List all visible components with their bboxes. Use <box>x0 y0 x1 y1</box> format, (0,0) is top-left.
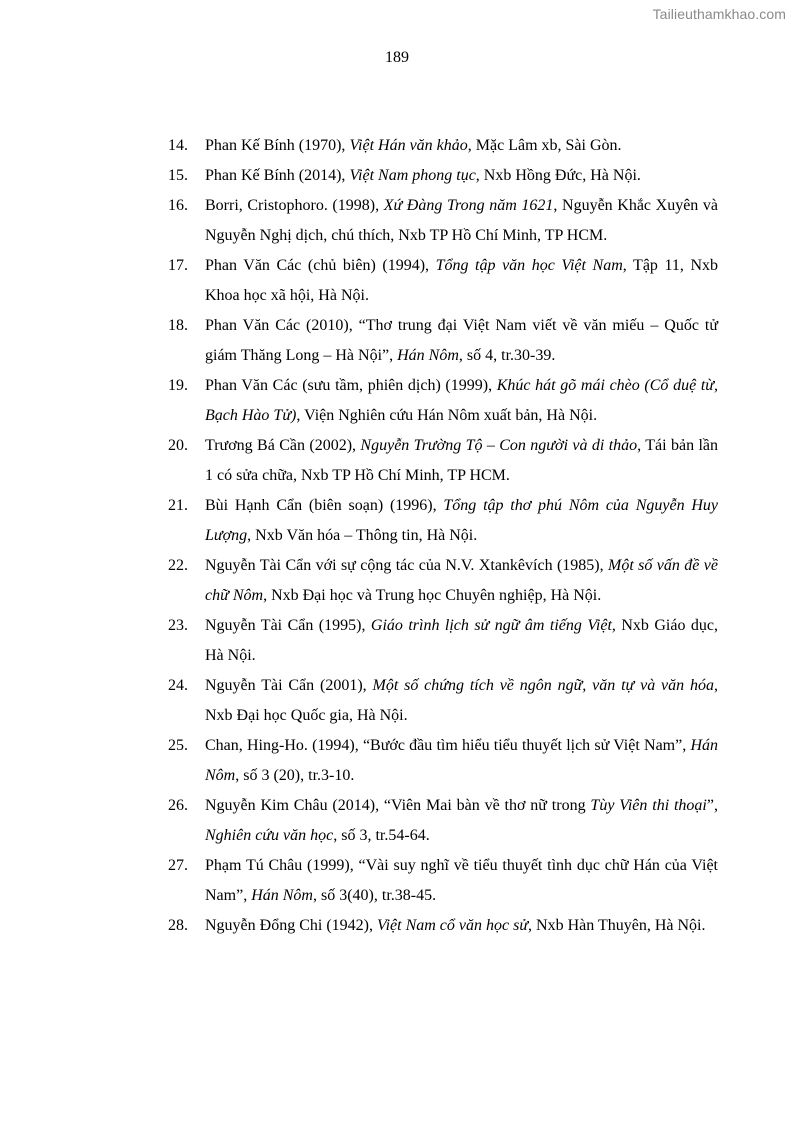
reference-text <box>205 377 718 424</box>
reference-item <box>168 251 718 311</box>
reference-title: Tùy Viên thi thoại <box>590 797 707 814</box>
reference-text <box>205 167 641 184</box>
reference-title: Hán Nôm <box>397 347 459 364</box>
reference-number: 14. <box>168 137 188 154</box>
reference-segment: , số 4, tr.30-39. <box>458 347 556 364</box>
reference-item <box>168 131 718 161</box>
reference-title: Một số chứng tích về ngôn ngữ, văn tự và văn hóa <box>372 677 714 694</box>
reference-number: 23. <box>168 617 188 634</box>
reference-segment: , Nxb Đại học và Trung học Chuyên nghiệp, Hà Nội. <box>263 587 602 604</box>
reference-segment: Phan Văn Các (chủ biên) (1994), <box>205 257 436 274</box>
reference-number: 28. <box>168 917 188 934</box>
reference-segment: , Mặc Lâm xb, Sài Gòn. <box>467 137 622 154</box>
page-number: 189 <box>385 49 409 66</box>
reference-text <box>205 677 718 724</box>
reference-segment: Nguyễn Đổng Chi (1942), <box>205 917 377 934</box>
reference-title: Việt Nam phong tục <box>349 167 476 184</box>
reference-segment: Nguyễn Tài Cẩn với sự cộng tác của N.V. Xtankêvích (1985), <box>205 557 609 574</box>
reference-text <box>205 197 718 244</box>
reference-text <box>205 737 718 784</box>
reference-segment: Bùi Hạnh Cẩn (biên soạn) (1996), <box>205 497 444 514</box>
reference-text <box>205 797 718 844</box>
reference-number: 21. <box>168 497 188 514</box>
reference-number: 20. <box>168 437 188 454</box>
reference-item <box>168 851 718 911</box>
reference-number: 15. <box>168 167 188 184</box>
reference-segment: , Nxb Văn hóa – Thông tin, Hà Nội. <box>247 527 478 544</box>
reference-number: 18. <box>168 317 188 334</box>
reference-text <box>205 857 718 904</box>
reference-title: Tổng tập văn học Việt Nam <box>435 257 623 274</box>
reference-segment: , số 3, tr.54-64. <box>333 827 430 844</box>
reference-item <box>168 551 718 611</box>
reference-number: 24. <box>168 677 188 694</box>
reference-segment: Phan Kế Bính (1970), <box>205 137 350 154</box>
reference-segment: Nguyễn Tài Cẩn (1995), <box>205 617 371 634</box>
reference-title: Việt Nam cổ văn học sử <box>376 917 529 934</box>
reference-segment: Phan Kế Bính (2014), <box>205 167 350 184</box>
reference-title: Hán Nôm <box>251 887 313 904</box>
reference-number: 27. <box>168 857 188 874</box>
reference-segment: , Viện Nghiên cứu Hán Nôm xuất bản, Hà Nội. <box>296 407 598 424</box>
reference-item <box>168 491 718 551</box>
reference-number: 17. <box>168 257 188 274</box>
reference-item <box>168 791 718 851</box>
reference-text <box>205 917 706 934</box>
reference-text <box>205 257 718 304</box>
reference-item <box>168 431 718 491</box>
reference-segment: Phạm Tú Châu (1999), “Vài suy nghĩ về tiểu thuyết tình dục chữ Hán của Việt Nam”, <box>205 857 718 904</box>
reference-title: Giáo trình lịch sử ngữ âm tiếng Việt <box>370 617 612 634</box>
reference-item <box>168 611 718 671</box>
reference-segment: Trương Bá Cần (2002), <box>205 437 361 454</box>
reference-item <box>168 911 718 941</box>
reference-segment: , Nxb Giáo dục, Hà Nội. <box>205 617 718 664</box>
reference-segment: Chan, Hing-Ho. (1994), “Bước đầu tìm hiểu tiểu thuyết lịch sử Việt Nam”, <box>205 737 691 754</box>
reference-title: Hán Nôm <box>205 737 718 784</box>
reference-segment: , số 3 (20), tr.3-10. <box>235 767 355 784</box>
reference-segment: , số 3(40), tr.38-45. <box>312 887 437 904</box>
reference-item <box>168 731 718 791</box>
reference-item <box>168 161 718 191</box>
reference-segment: , Nguyễn Khắc Xuyên và Nguyễn Nghị dịch, chú thích, Nxb TP Hồ Chí Minh, TP HCM. <box>205 197 719 244</box>
reference-item <box>168 311 718 371</box>
reference-segment: , Nxb Đại học Quốc gia, Hà Nội. <box>205 677 718 724</box>
reference-segment: Phan Văn Các (2010), “Thơ trung đại Việt Nam viết về văn miếu – Quốc tử giám Thăng Long – Hà Nội”, <box>205 317 718 364</box>
reference-segment: , Tái bản lần 1 có sửa chữa, Nxb TP Hồ Chí Minh, TP HCM. <box>205 437 719 484</box>
reference-segment: ”, <box>706 797 718 814</box>
reference-number: 22. <box>168 557 188 574</box>
reference-text <box>205 317 718 364</box>
reference-title: Một số vấn đề về chữ Nôm <box>205 557 719 604</box>
reference-item <box>168 191 718 251</box>
reference-segment: Phan Văn Các (sưu tầm, phiên dịch) (1999), <box>205 377 497 394</box>
reference-item <box>168 371 718 431</box>
reference-title: Việt Hán văn khảo <box>349 137 468 154</box>
reference-segment: Nguyễn Kim Châu (2014), “Viên Mai bàn về thơ nữ trong <box>205 797 591 814</box>
reference-text <box>205 617 718 664</box>
reference-number: 26. <box>168 797 188 814</box>
reference-segment: Borri, Cristophoro. (1998), <box>205 197 384 214</box>
reference-number: 19. <box>168 377 188 394</box>
reference-title: Nguyễn Trường Tộ – Con người và di thảo <box>360 437 638 454</box>
reference-title: Tổng tập thơ phú Nôm của Nguyễn Huy Lượng <box>205 497 719 544</box>
reference-list <box>168 131 718 941</box>
reference-text <box>205 137 622 154</box>
reference-segment: , Tập 11, Nxb Khoa học xã hội, Hà Nội. <box>205 257 719 304</box>
reference-item <box>168 671 718 731</box>
reference-text <box>205 557 718 604</box>
reference-title: Nghiên cứu văn học <box>205 827 334 844</box>
reference-segment: , Nxb Hàn Thuyên, Hà Nội. <box>528 917 706 934</box>
reference-text <box>205 437 718 484</box>
reference-segment: Nguyễn Tài Cẩn (2001), <box>205 677 373 694</box>
reference-number: 16. <box>168 197 188 214</box>
reference-title: Xứ Đàng Trong năm 1621 <box>383 197 554 214</box>
reference-segment: , Nxb Hồng Đức, Hà Nội. <box>475 167 641 184</box>
reference-title: Khúc hát gõ mái chèo (Cổ duệ từ, Bạch Hào Tử) <box>205 377 718 424</box>
watermark: Tailieuthamkhao.com <box>652 6 786 22</box>
reference-number: 25. <box>168 737 188 754</box>
reference-text <box>205 497 718 544</box>
